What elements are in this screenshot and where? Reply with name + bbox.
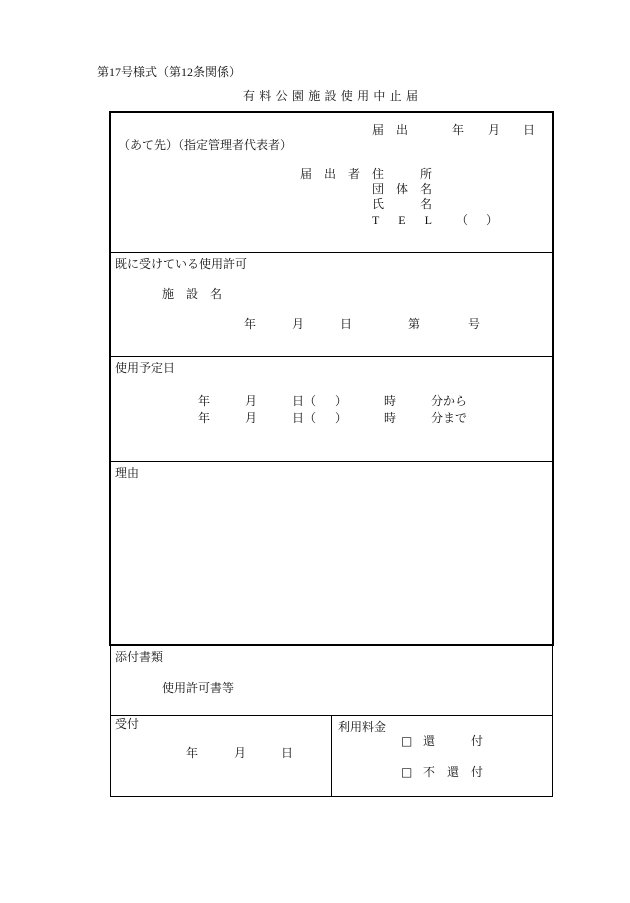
existing-permit-heading: 既に受けている使用許可 xyxy=(115,257,248,271)
addressee: （あて先）（指定管理者代表者） xyxy=(118,138,293,152)
no-refund-checkbox[interactable]: □ xyxy=(401,765,413,779)
fee-refund-option xyxy=(331,734,553,750)
no-refund-label: 不 還 付 xyxy=(423,765,483,779)
reception-day-label: 日 xyxy=(281,746,294,760)
tel-label: T E L xyxy=(372,213,432,227)
attachments-heading: 添付書類 xyxy=(115,650,164,664)
tel-parentheses: （ ） xyxy=(456,213,498,227)
planned-dates-heading: 使用予定日 xyxy=(115,361,176,375)
date-minute-label: 分まで xyxy=(431,411,468,425)
refund-label: 還 付 xyxy=(423,734,483,748)
permit-day-label: 日 xyxy=(340,317,353,331)
fee-no-refund-option xyxy=(331,765,553,781)
reception-year-label: 年 xyxy=(186,746,199,760)
attachments-content: 使用許可書等 xyxy=(162,681,235,695)
facility-name-label: 施 設 名 xyxy=(162,287,222,301)
attachments-section xyxy=(110,645,553,715)
notification-month-label: 月 xyxy=(488,123,501,137)
permit-number-prefix: 第 xyxy=(408,317,421,331)
address-label: 住 所 xyxy=(372,167,432,181)
notification-year-label: 年 xyxy=(452,123,465,137)
date-minute-label: 分から xyxy=(431,394,468,408)
fee-heading: 利用料金 xyxy=(338,720,387,734)
date-month-label: 月 xyxy=(245,394,258,408)
notification-date-label: 届 出 xyxy=(372,123,408,137)
notification-day-label: 日 xyxy=(523,123,536,137)
form-title: 有 料 公 園 施 設 使 用 中 止 届 xyxy=(243,89,418,103)
date-day-label: 日（ xyxy=(292,411,317,425)
name-label: 氏 名 xyxy=(372,197,432,211)
date-day-label: 日（ xyxy=(292,394,317,408)
permit-month-label: 月 xyxy=(292,317,305,331)
date-hour-label: 時 xyxy=(384,411,397,425)
main-frame-border xyxy=(109,111,554,646)
form-number: 第17号様式（第12条関係） xyxy=(97,65,242,79)
reception-section xyxy=(110,715,331,797)
permit-number-suffix: 号 xyxy=(468,317,481,331)
fee-section xyxy=(331,715,553,797)
refund-checkbox[interactable]: □ xyxy=(401,734,413,748)
permit-year-label: 年 xyxy=(244,317,257,331)
group-name-label: 団 体 名 xyxy=(372,182,432,196)
weekday-close-paren: ） xyxy=(335,411,348,425)
reason-heading: 理由 xyxy=(115,466,140,480)
weekday-close-paren: ） xyxy=(335,394,348,408)
date-year-label: 年 xyxy=(198,394,211,408)
date-hour-label: 時 xyxy=(384,394,397,408)
notifier-label: 届 出 者 xyxy=(300,167,360,181)
reception-heading: 受付 xyxy=(115,717,140,731)
reception-month-label: 月 xyxy=(234,746,247,760)
date-year-label: 年 xyxy=(198,411,211,425)
date-month-label: 月 xyxy=(245,411,258,425)
